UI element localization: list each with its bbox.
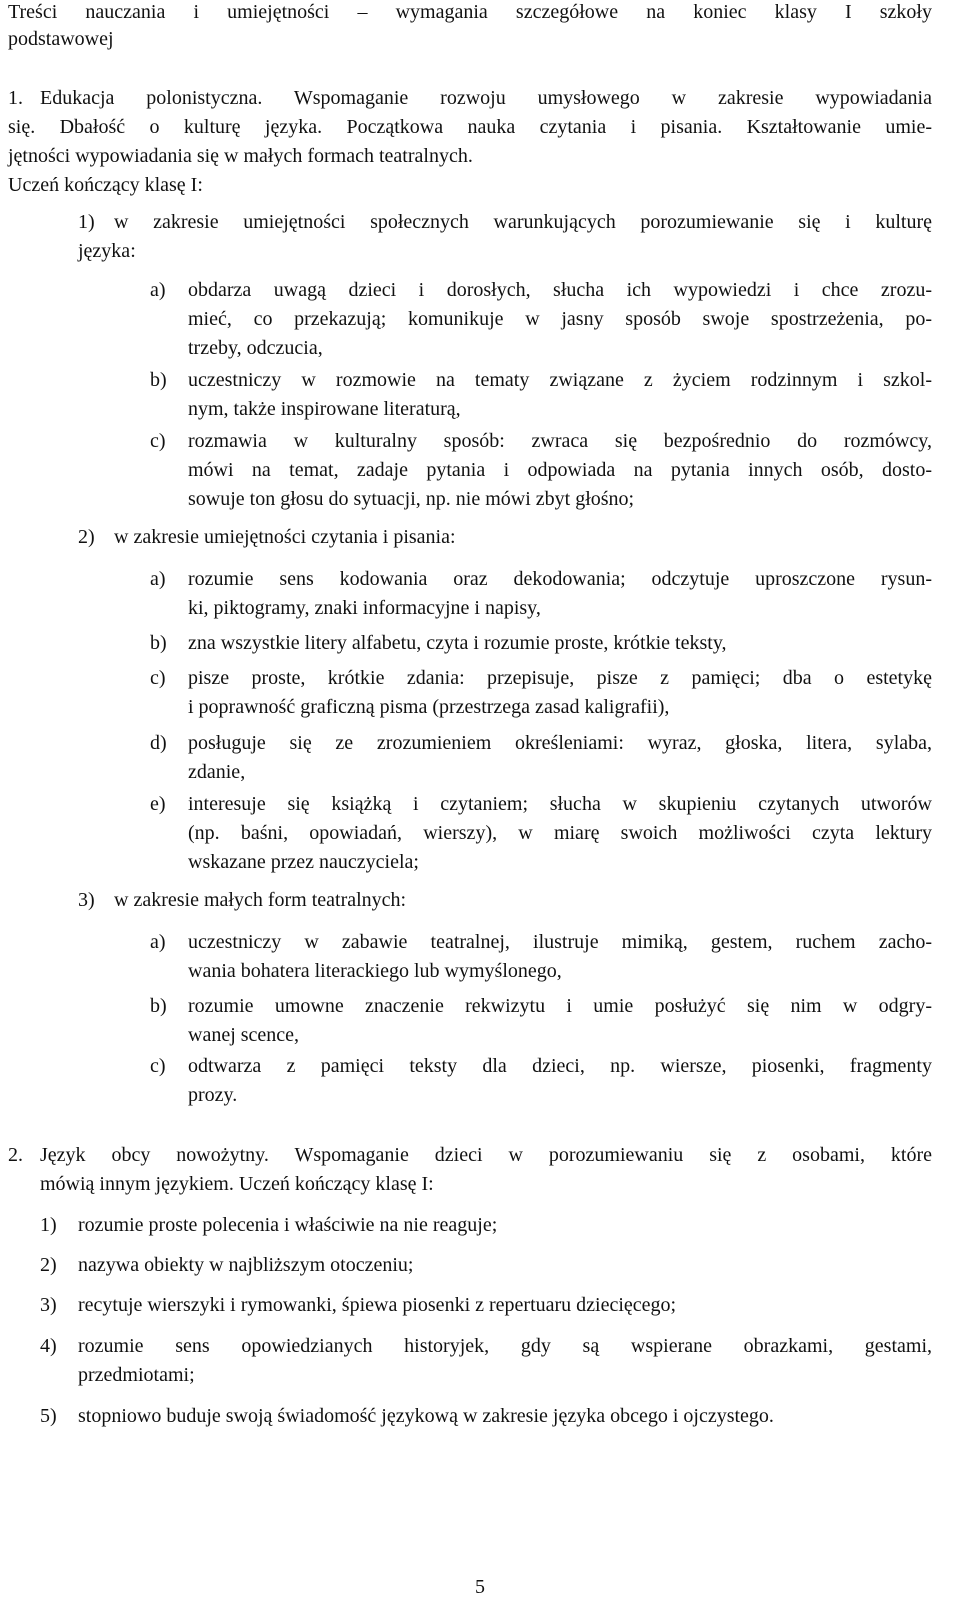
item-2a-line-2: ki, piktogramy, znaki informacyjne i napisy, <box>188 597 541 619</box>
item-2c-line-2: i poprawność graficzną pisma (przestrzega zasad kaligrafii), <box>188 696 670 718</box>
section-2-line-2: mówią innym językiem. Uczeń kończący klasę I: <box>40 1173 434 1195</box>
item-3c-line-2: prozy. <box>188 1084 238 1106</box>
item-2e-line-2: (np. baśni, opowiadań, wierszy), w miarę swoich możliwości czyta lektury <box>188 822 932 844</box>
item-1a-line-3: trzeby, odczucia, <box>188 337 323 359</box>
lang-item-3-text: recytuje wierszyki i rymowanki, śpiewa piosenki z repertuaru dziecięcego; <box>78 1294 677 1316</box>
item-2-line-1: w zakresie umiejętności czytania i pisania: <box>114 526 456 548</box>
item-3c-line-1: odtwarza z pamięci teksty dla dzieci, np. wiersze, piosenki, fragmenty <box>188 1055 932 1077</box>
item-3-line-1: w zakresie małych form teatralnych: <box>114 889 407 911</box>
lang-item-1-number: 1) <box>40 1214 57 1236</box>
page-number: 5 <box>475 1576 485 1598</box>
section-1-line-2: się. Dbałość o kulturę języka. Początkowa nauka czytania i pisania. Kształtowanie umie- <box>8 116 932 138</box>
lang-item-4-line-2: przedmiotami; <box>78 1364 195 1386</box>
item-2c-label: c) <box>150 667 166 689</box>
lang-item-4-line-1: rozumie sens opowiedzianych historyjek, gdy są wspierane obrazkami, gestami, <box>78 1335 932 1357</box>
item-2a-line-1: rozumie sens kodowania oraz dekodowania; odczytuje uproszczone rysun- <box>188 568 932 590</box>
item-1b-line-1: uczestniczy w rozmowie na tematy związane z życiem rodzinnym i szkol- <box>188 369 932 391</box>
item-2e-line-1: interesuje się książką i czytaniem; słucha w skupieniu czytanych utworów <box>188 793 932 815</box>
item-1c-line-3: sowuje ton głosu do sytuacji, np. nie mówi zbyt głośno; <box>188 488 635 510</box>
item-3a-line-2: wania bohatera literackiego lub wymyślonego, <box>188 960 562 982</box>
lang-item-5-text: stopniowo buduje swoją świadomość językową w zakresie języka obcego i ojczystego. <box>78 1405 774 1427</box>
item-2b-label: b) <box>150 632 167 654</box>
item-1a-label: a) <box>150 279 166 301</box>
section-1-intro: Uczeń kończący klasę I: <box>8 174 203 196</box>
item-2e-line-3: wskazane przez nauczyciela; <box>188 851 419 873</box>
item-2d-label: d) <box>150 732 167 754</box>
section-1-line-3: jętności wypowiadania się w małych formach teatralnych. <box>8 145 473 167</box>
section-1-number: 1. <box>8 87 23 109</box>
item-2d-line-1: posługuje się ze zrozumieniem określeniami: wyraz, głoska, litera, sylaba, <box>188 732 932 754</box>
section-2-line-1: Język obcy nowożytny. Wspomaganie dzieci w porozumiewaniu się z osobami, które <box>40 1144 932 1166</box>
lang-item-2-number: 2) <box>40 1254 57 1276</box>
item-1-line-1: w zakresie umiejętności społecznych warunkujących porozumiewanie się i kulturę <box>114 211 932 233</box>
item-2d-line-2: zdanie, <box>188 761 246 783</box>
item-3b-line-2: wanej scence, <box>188 1024 300 1046</box>
section-2-number: 2. <box>8 1144 23 1166</box>
section-heading-line-1: Treści nauczania i umiejętności – wymagania szczegółowe na koniec klasy I szkoły <box>8 1 932 23</box>
item-3c-label: c) <box>150 1055 166 1077</box>
item-1-number: 1) <box>78 211 95 233</box>
lang-item-5-number: 5) <box>40 1405 57 1427</box>
item-2a-label: a) <box>150 568 166 590</box>
lang-item-2-text: nazywa obiekty w najbliższym otoczeniu; <box>78 1254 414 1276</box>
item-2-number: 2) <box>78 526 95 548</box>
item-2c-line-1: pisze proste, krótkie zdania: przepisuje, pisze z pamięci; dba o estetykę <box>188 667 932 689</box>
item-3-number: 3) <box>78 889 95 911</box>
item-2b-line-1: zna wszystkie litery alfabetu, czyta i rozumie proste, krótkie teksty, <box>188 632 727 654</box>
item-1b-label: b) <box>150 369 167 391</box>
section-1-line-1: Edukacja polonistyczna. Wspomaganie rozwoju umysłowego w zakresie wypowiadania <box>40 87 932 109</box>
item-3b-label: b) <box>150 995 167 1017</box>
item-1a-line-1: obdarza uwagą dzieci i dorosłych, słucha ich wypowiedzi i chce zrozu- <box>188 279 932 301</box>
item-1-line-2: języka: <box>78 240 136 262</box>
item-3a-line-1: uczestniczy w zabawie teatralnej, ilustruje mimiką, gestem, ruchem zacho- <box>188 931 932 953</box>
item-3a-label: a) <box>150 931 166 953</box>
item-2e-label: e) <box>150 793 166 815</box>
item-1c-label: c) <box>150 430 166 452</box>
item-1a-line-2: mieć, co przekazują; komunikuje w jasny sposób swoje spostrzeżenia, po- <box>188 308 932 330</box>
item-1b-line-2: nym, także inspirowane literaturą, <box>188 398 461 420</box>
lang-item-3-number: 3) <box>40 1294 57 1316</box>
item-1c-line-2: mówi na temat, zadaje pytania i odpowiada na pytania innych osób, dosto- <box>188 459 932 481</box>
lang-item-1-text: rozumie proste polecenia i właściwie na nie reaguje; <box>78 1214 498 1236</box>
lang-item-4-number: 4) <box>40 1335 57 1357</box>
item-3b-line-1: rozumie umowne znaczenie rekwizytu i umie posłużyć się nim w odgry- <box>188 995 932 1017</box>
item-1c-line-1: rozmawia w kulturalny sposób: zwraca się bezpośrednio do rozmówcy, <box>188 430 932 452</box>
section-heading-line-2: podstawowej <box>8 28 114 50</box>
